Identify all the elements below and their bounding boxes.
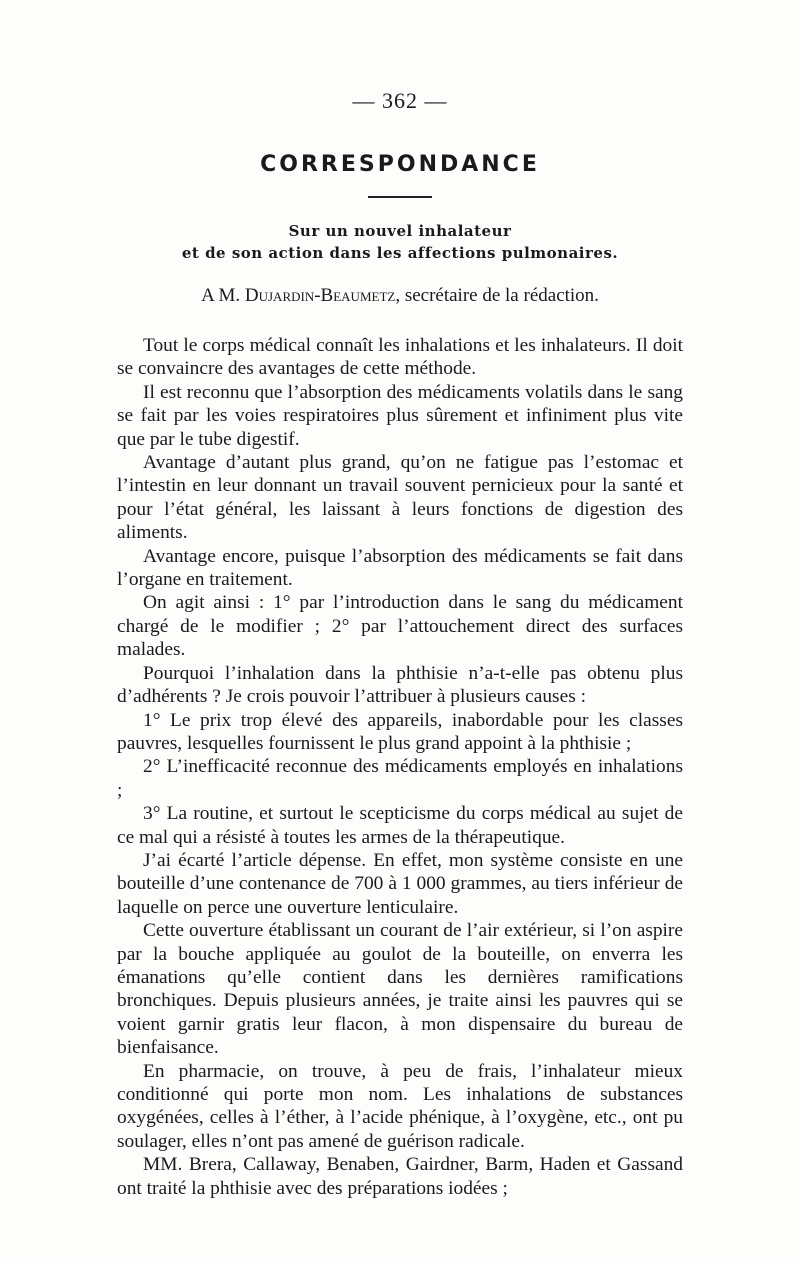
dedication-name: Dujardin-Beaumetz, xyxy=(244,285,401,306)
dedication-suffix: secrétaire de la rédaction. xyxy=(404,285,599,306)
dedication xyxy=(0,285,800,307)
article-body xyxy=(117,334,683,1200)
paragraph: 2° L’inefficacité reconnue des médicaments employés en inhalations ; xyxy=(117,756,683,801)
paragraph: Pourquoi l’inhalation dans la phthisie n’a-t-elle pas obtenu plus d’adhérents ? Je crois pouvoir l’attribuer à plusieurs causes : xyxy=(117,662,683,708)
paragraph: En pharmacie, on trouve, à peu de frais, l’inhalateur mieux conditionné qui porte mon nom. Les inhalations de substances oxygénées, celles à l’éther, à l’acide phénique, à l’oxygène, etc., ont pu soulager, elles n’ont pas amené de guérison radicale. xyxy=(117,1060,683,1152)
paragraph: MM. Brera, Callaway, Benaben, Gairdner, Barm, Haden et Gassand ont traité la phthisie avec des préparations iodées ; xyxy=(117,1154,683,1199)
paragraph: Avantage encore, puisque l’absorption des médicaments se fait dans l’organe en traitement. xyxy=(117,545,683,591)
paragraph: Cette ouverture établissant un courant de l’air extérieur, si l’on aspire par la bouche appliquée au goulot de la bouteille, on enverra les émanations qu’elle contient dans les dernières ramifications bronchiques. Depuis plusieurs années, je traite ainsi les pauvres qui se voient garnir gratis leur flacon, à mon dispensaire du bureau de bienfaisance. xyxy=(117,920,683,1059)
paragraph: Avantage d’autant plus grand, qu’on ne fatigue pas l’estomac et l’intestin en leur donnant un travail souvent pernicieux pour la santé et pour l’état général, les laissant à leurs fonctions de digestion des aliments. xyxy=(117,452,683,544)
paragraph: On agit ainsi : 1° par l’introduction dans le sang du médicament chargé de le modifier ; 2° par l’attouchement direct des surfaces malades. xyxy=(117,592,683,661)
paragraph: J’ai écarté l’article dépense. En effet, mon système consiste en une bouteille d’une contenance de 700 à 1 000 grammes, au tiers inférieur de laquelle on perce une ouverture lenticulaire. xyxy=(117,849,683,918)
page-number: — 362 — xyxy=(352,88,448,113)
dedication-prefix: A M. xyxy=(201,285,241,306)
paragraph: 3° La routine, et surtout le scepticisme du corps médical au sujet de ce mal qui a résisté à toutes les armes de la thérapeutique. xyxy=(117,803,683,848)
article-subtitle-line-2: et de son action dans les affections pulmonaires. xyxy=(181,244,619,262)
paragraph: 1° Le prix trop élevé des appareils, inabordable pour les classes pauvres, lesquelles fournissent le plus grand appoint à la phthisie ; xyxy=(117,709,683,754)
section-title: CORRESPONDANCE xyxy=(260,152,540,177)
paragraph: Tout le corps médical connaît les inhalations et les inhalateurs. Il doit se convaincre des avantages de cette méthode. xyxy=(117,335,683,380)
paragraph: Il est reconnu que l’absorption des médicaments volatils dans le sang se fait par les voies respiratoires plus sûrement et infiniment plus vite que par le tube digestif. xyxy=(117,381,683,450)
article-subtitle-line-1: Sur un nouvel inhalateur xyxy=(288,222,512,240)
title-rule xyxy=(368,196,432,198)
